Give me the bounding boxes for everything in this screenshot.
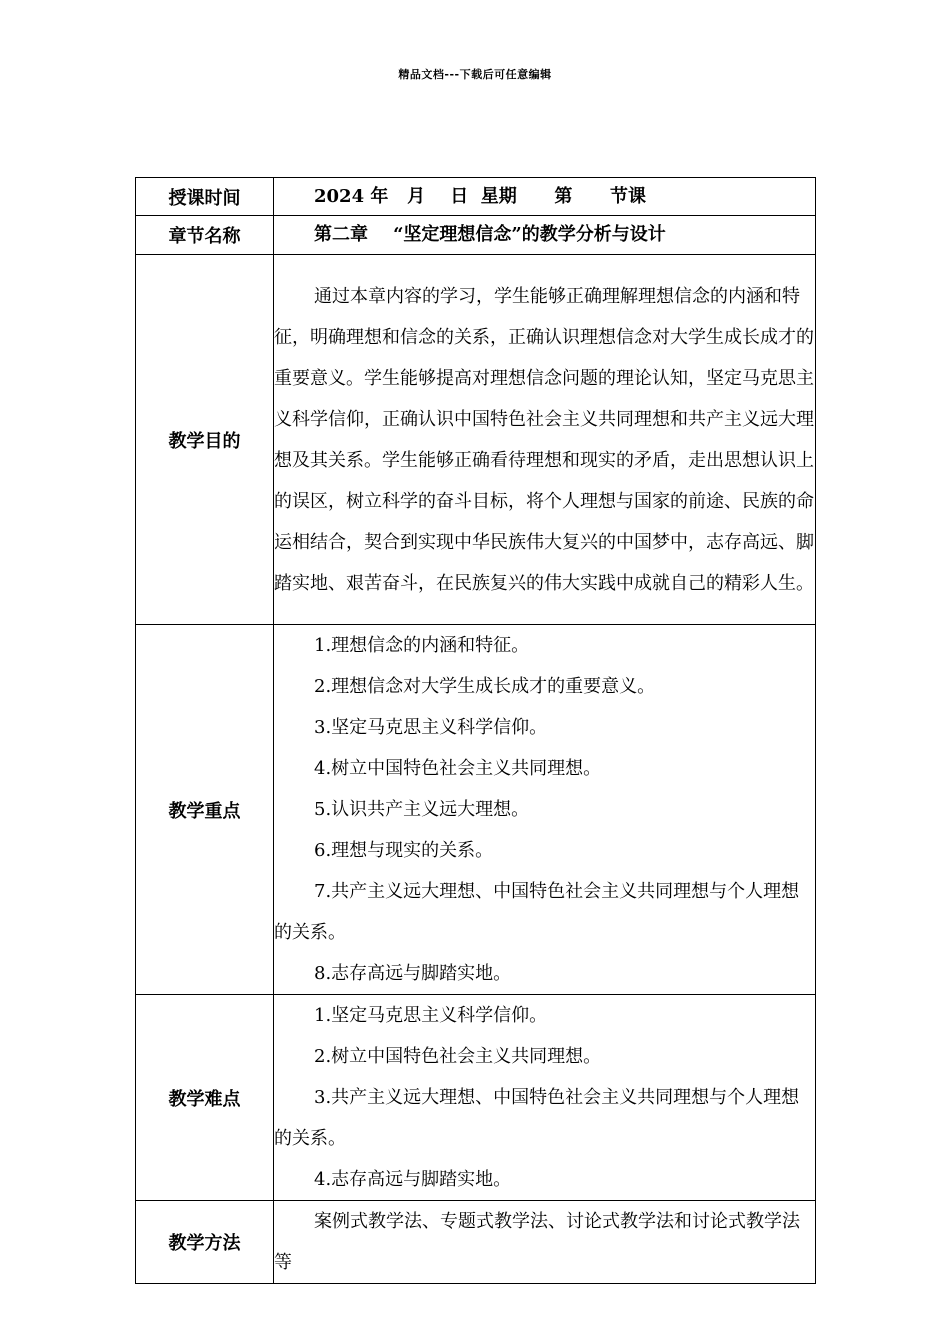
list-item: 2.树立中国特色社会主义共同理想。 bbox=[314, 1046, 602, 1067]
list-item: 1.理想信念的内涵和特征。 bbox=[314, 635, 530, 656]
lesson-plan-table bbox=[135, 177, 816, 1284]
list-item: 6.理想与现实的关系。 bbox=[314, 840, 494, 861]
value-chapter bbox=[274, 216, 816, 255]
purpose-text: 通过本章内容的学习，学生能够正确理解理想信念的内涵和特征，明确理想和信念的关系，正确认识理想信念对大学生成长成才的重要意义。学生能够提高对理想信念问题的理论认知，坚定马克思主义科学信仰，正确认识中国特色社会主义共同理想和共产主义远大理想及其关系。学生能够正确看待理想和现实的矛盾，走出思想认识上的误区，树立科学的奋斗目标，将个人理想与国家的前途、民族的命运相结合，契合到实现中华民族伟大复兴的中国梦中，志存高远、脚踏实地、艰苦奋斗，在民族复兴的伟大实践中成就自己的精彩人生。 bbox=[274, 285, 814, 594]
list-item: 2.理想信念对大学生成长成才的重要意义。 bbox=[314, 676, 656, 697]
list-item: 3.共产主义远大理想、中国特色社会主义共同理想与个人理想的关系。 bbox=[274, 1087, 800, 1149]
time-text: 2024 年 月 日 星期 第 节课 bbox=[314, 185, 646, 207]
chapter-text: 第二章 “坚定理想信念”的教学分析与设计 bbox=[314, 224, 666, 245]
value-key-points bbox=[274, 625, 816, 995]
value-methods bbox=[274, 1201, 816, 1284]
list-item: 8.志存高远与脚踏实地。 bbox=[314, 963, 512, 984]
row-chapter bbox=[136, 216, 816, 255]
label-purpose: 教学目的 bbox=[136, 255, 274, 625]
label-difficulties: 教学难点 bbox=[136, 995, 274, 1201]
row-key-points bbox=[136, 625, 816, 995]
row-purpose bbox=[136, 255, 816, 625]
list-item: 4.树立中国特色社会主义共同理想。 bbox=[314, 758, 602, 779]
label-key-points: 教学重点 bbox=[136, 625, 274, 995]
label-time: 授课时间 bbox=[136, 178, 274, 216]
row-difficulties bbox=[136, 995, 816, 1201]
list-item: 4.志存高远与脚踏实地。 bbox=[314, 1169, 512, 1190]
page-header: 精品文档---下载后可任意编辑 bbox=[398, 68, 552, 81]
methods-text: 案例式教学法、专题式教学法、讨论式教学法和讨论式教学法等 bbox=[274, 1211, 800, 1273]
label-methods: 教学方法 bbox=[136, 1201, 274, 1284]
label-chapter: 章节名称 bbox=[136, 216, 274, 255]
list-item: 1.坚定马克思主义科学信仰。 bbox=[314, 1005, 548, 1026]
list-item: 7.共产主义远大理想、中国特色社会主义共同理想与个人理想的关系。 bbox=[274, 881, 800, 943]
value-time bbox=[274, 178, 816, 216]
value-difficulties bbox=[274, 995, 816, 1201]
value-purpose bbox=[274, 255, 816, 625]
list-item: 3.坚定马克思主义科学信仰。 bbox=[314, 717, 548, 738]
row-time bbox=[136, 178, 816, 216]
row-methods bbox=[136, 1201, 816, 1284]
list-item: 5.认识共产主义远大理想。 bbox=[314, 799, 530, 820]
